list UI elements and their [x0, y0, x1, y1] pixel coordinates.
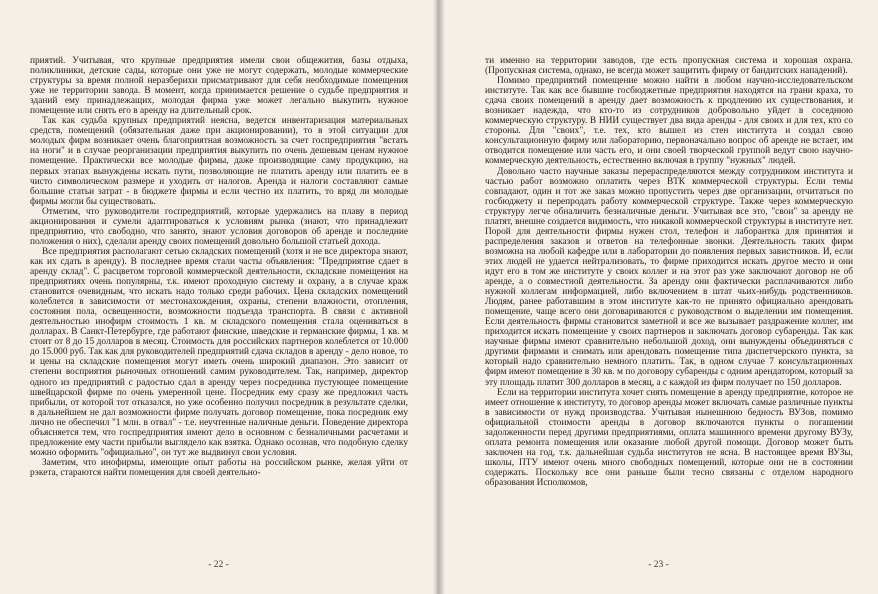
book-gutter: [433, 0, 445, 594]
paragraph: Так как судьба крупных предприятий неясна, ведется инвентаризация материальных средств, помещений (обязательная даже при акционировании), то в этой ситуации для молодых фирм возникает очень благоприятная возможность за счет госпредприятия "встать на ноги" и в случае реорганизации предприятия выкупить по очень дешевым ценам нужное помещение. Практически все молодые фирмы, даже производящие саму продукцию, на первых этапах вынуждены искать пути, позволяющие не платить аренду или платить ее в чисто символическом размере и уходить от налогов. Аренда и налоги составляют самые большие статьи затрат - в бюджете фирмы и если честно их платить, то вряд ли молодые фирмы могли бы существовать.: [30, 116, 408, 207]
page-number: - 23 -: [648, 560, 669, 570]
page-number: - 22 -: [208, 560, 229, 570]
paragraph: приятий. Учитывая, что крупные предприятия имели свои общежития, базы отдыха, поликлиники, детские сады, которые они уже не могут содержать, молодые коммерческие структуры за время полной неразберихи присматривают для себя необходимые помещения уже не территории завода. В момент, когда принимается решение о судьбе предприятия и зданий ему принадлежащих, молодая фирма уже может легально выкупить нужное помещение или снять его в аренду на длительный срок.: [30, 56, 408, 117]
paragraph: Все предприятия располагают сетью складских помещений (хотя и не все директора знают, как их сдать в аренду). В последнее время стали часты объявления: "Предприятие сдает в аренду склад". С расцветом торговой коммерческой деятельности, складские помещения на предприятиях очень популярны, т.к. имеют проходную систему и охрану, а в случае краж становится очевидным, что искать надо только среди рабочих. Цена складских помещений колеблется в зависимости от местонахождения, охраны, степени влажности, отопления, состояния пола, освещенности, возможности подъезда транспорта. В связи с активной деятельностью инофирм стоимость 1 кв. м складского помещения стала оцениваться в долларах. В Санкт-Петербурге, где работают финские, шведские и германские фирмы, 1 кв. м стоит от 8 до 15 долларов в месяц. Стоимость для российских партнеров колеблется от 10.000 до 15.000 руб. Так как для руководителей предприятий сдача складов в аренду - дело новое, то и цены на складские помещения могут иметь очень широкий диапазон. Это зависит от степени восприятия рыночных отношений самим руководителем. Так, например, директор одного из предприятий с радостью сдал в аренду через посредника пустующее помещение швейцарской фирме по очень умеренной цене. Посредник ему сразу же предложил часть прибыли, от которой тот отказался, но уже особенно получил посредник в результате сделки, в дальнейшем не дал возможности фирме получать договор помещение, пока посредник ему лично не обеспечил "1 млн. в отвал" - т.е. неучтенные наличные деньги. Поведение директора объясняется тем, что госпредприятия имеют дело в основном с безналичными расчетами и предложение ему части прибыли выглядело как взятка. Однако осознав, что подобную сделку можно оформить "официально", он тут же выдвинул свои условия.: [30, 246, 408, 458]
right-page: [439, 0, 878, 594]
left-page-text: [30, 56, 408, 478]
paragraph: Если на территории института хочет снять помещение в аренду предприятие, которое не имеет отношение к институту, то договор аренды может включать самые различные пункты в зависимости от нужд производства. Учитывая нынешнюю бедность ВУЗов, помимо официальной стоимости аренды в договор включаются пункты о погашении задолженности перед другими предприятиями, оплата машинного времени другому ВУЗу, оплата ремонта помещения или оказание любой другой помощи. Договор может быть заключен на год, т.к. дальнейшая судьба институтов не ясна. В настоящее время ВУЗы, школы, ПТУ имеют очень много свободных помещений, которые они не в состоянии содержать. Поскольку все они раньше были тесно связаны с отделом народного образования Исполкомов,: [485, 387, 853, 488]
paragraph: Заметим, что инофирмы, имеющие опыт работы на российском рынке, желая уйти от рэкета, стараются найти помещения для своей деятельно-: [30, 457, 408, 478]
paragraph: Довольно часто научные заказы перераспределяются между сотрудником института и частью работ возможно оплатить через ВТК коммерческой структуры. Если темы совпадают, один и тот же заказ можно пропустить через две организации, отчитаться по госбюджету и перепродать работу коммерческой структуре. Также через коммерческую структуру легче обналичить безналичные деньги. Учитывая все это, "свои" за аренду не платят, внешне создается видимость, что никакой коммерческой структуры в институте нет. Порой для деятельности фирмы нужен стол, телефон и лаборантка для принятия и распределения заказов и ответов на телефонные звонки. Деятельность таких фирм возможна на любой кафедре или в лаборатории до появления первых завистников. И, если этих людей не удается нейтрализовать, то фирме приходится искать другое место и они идут его в том же институте у своих коллег и на этот раз уже заключают договор не об аренде, а о совместной деятельности. За аренду они фактически расплачиваются либо нужной коллегам информацией, либо включением в штат чьих-нибудь родственников. Людям, ранее работавшим в этом институте как-то не принято официально арендовать помещение, чаще всего они договариваются с руководством о выделении им помещения. Если деятельность фирмы становится заметной и все же вызывает раздражение коллег, им приходится искать помещение у своих партнеров и заключать договор субаренды. Так как научные фирмы имеют сравнительно небольшой доход, они вынуждены объединяться с другими фирмами и снимать или арендовать помещение типа диспетчерского пункта, за который надо сравнительно немного платить. Так, в одном случае 7 консультационных фирм имеют помещение в 30 кв. м по договору субаренды с одним арендатором, который за эту площадь платит 300 долларов в месяц, а с каждой из фирм получает по 150 долларов.: [485, 166, 853, 388]
paragraph: Помимо предприятий помещение можно найти в любом научно-исследовательском институте. Так как все бывшие госбюджетные предприятия находятся на грани краха, то сдача своих помещений в аренду дает возможность к продлению их существования, и возникает надежда, что кто-то из сотрудников добровольно уйдет в соседнюю коммерческую структуру. В НИИ существует два вида аренды - для своих и для тех, кто со стороны. Для "своих", т.е. тех, кто вышел из стен института и создал свою консультационную фирму или лабораторию, первоначально вопрос об аренде не встает, им отводится помещение или часть его, и они своей творческой группой ведут свою научно-коммерческую деятельность, естественно включая в группу "нужных" людей.: [485, 76, 853, 167]
left-page: [0, 0, 437, 594]
paragraph: ти именно на территории заводов, где есть пропускная система и хорошая охрана. (Пропускная система, однако, не всегда может защитить фирму от бандитских нападений).: [485, 56, 853, 77]
right-page-text: [485, 56, 853, 488]
paragraph: Отметим, что руководители госпредприятий, которые удержались на плаву в период акционирования и сумели адаптироваться к условиям рынка (знают, что принадлежит предприятию, что свободно, что занято, знают условия договоров об аренде и последние положения о них), сделали аренду своих помещений довольно большой статьей дохода.: [30, 206, 408, 247]
